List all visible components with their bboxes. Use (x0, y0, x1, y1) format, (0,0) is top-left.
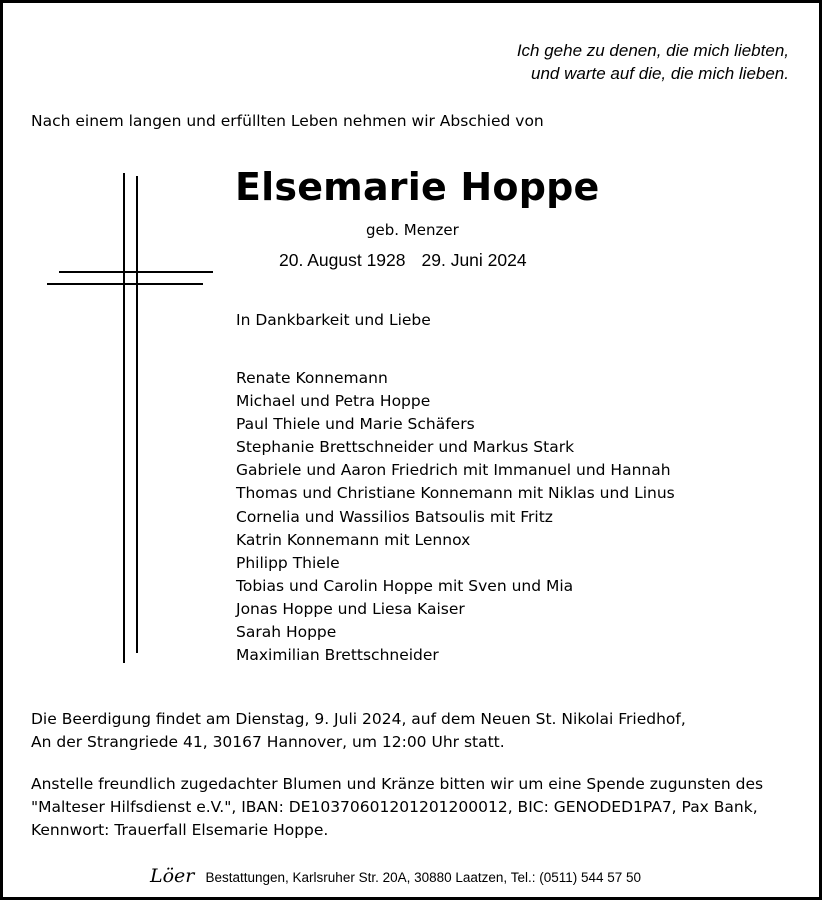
funeral-home-logo: Löer (150, 865, 195, 887)
maiden-name: geb. Menzer (366, 221, 459, 239)
deceased-name: Elsemarie Hoppe (235, 165, 600, 209)
epigraph-quote (517, 39, 789, 85)
list-item: Paul Thiele und Marie Schäfers (236, 415, 475, 434)
list-item: Sarah Hoppe (236, 623, 337, 642)
list-item: Michael und Petra Hoppe (236, 392, 431, 411)
donation-line-3: Kennwort: Trauerfall Elsemarie Hoppe. (31, 821, 329, 839)
list-item: Tobias und Carolin Hoppe mit Sven und Mia (236, 576, 574, 595)
list-item: Gabriele und Aaron Friedrich mit Immanuel und Hannah (236, 461, 671, 480)
list-item: Renate Konnemann (236, 369, 388, 387)
funeral-line-1: Die Beerdigung findet am Dienstag, 9. Juli 2024, auf dem Neuen St. Nikolai Friedhof, (31, 710, 686, 728)
intro-text: Nach einem langen und erfüllten Leben nehmen wir Abschied von (31, 112, 544, 130)
list-item: Jonas Hoppe und Liesa Kaiser (236, 599, 465, 618)
list-item: Thomas und Christiane Konnemann mit Niklas und Linus (236, 484, 675, 503)
life-dates (279, 250, 527, 271)
quote-line-2: und warte auf die, die mich lieben. (531, 64, 789, 83)
mourners-list (236, 367, 675, 667)
thanks-line: In Dankbarkeit und Liebe (236, 311, 431, 329)
birth-date: 20. August 1928 (279, 250, 406, 270)
donation-info (31, 773, 763, 842)
death-date: 29. Juni 2024 (421, 250, 527, 270)
list-item: Philipp Thiele (236, 553, 340, 572)
quote-line-1: Ich gehe zu denen, die mich liebten, (516, 41, 789, 60)
funeral-line-2: An der Strangriede 41, 30167 Hannover, um 12:00 Uhr statt. (31, 733, 505, 751)
footer-content (150, 865, 641, 887)
list-item: Maximilian Brettschneider (236, 646, 439, 665)
donation-line-1: Anstelle freundlich zugedachter Blumen und Kränze bitten wir um eine Spende zugunsten des (31, 775, 764, 793)
funeral-info (31, 708, 686, 754)
list-item: Stephanie Brettschneider und Markus Stark (236, 438, 575, 457)
cross-icon (43, 173, 223, 668)
list-item: Katrin Konnemann mit Lennox (236, 530, 471, 549)
list-item: Cornelia und Wassilios Batsoulis mit Fritz (236, 507, 553, 526)
funeral-home-address: Bestattungen, Karlsruher Str. 20A, 30880 Laatzen, Tel.: (0511) 544 57 50 (205, 870, 642, 885)
donation-line-2: "Malteser Hilfsdienst e.V.", IBAN: DE10370601201201200012, BIC: GENODED1PA7, Pax Bank, (31, 798, 758, 816)
